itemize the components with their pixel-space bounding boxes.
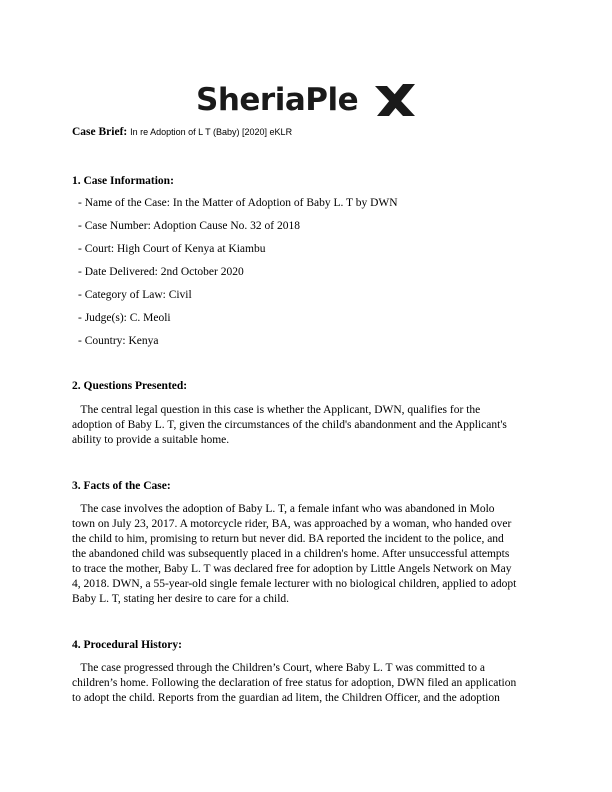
case-brief-label: Case Brief:: [72, 126, 128, 138]
case-brief-line: [72, 126, 292, 138]
sheriaplex-logo: [196, 78, 418, 122]
section-heading-questions-presented: 2. Questions Presented:: [72, 380, 188, 392]
logo-x-mark-icon: [373, 80, 417, 120]
section-heading-case-information: 1. Case Information:: [72, 175, 174, 187]
questions-paragraph: [72, 403, 542, 448]
case-info-country: - Country: Kenya: [78, 335, 159, 347]
paragraph-line: The central legal question in this case is whether the Applicant, DWN, qualifies for the: [72, 404, 481, 416]
logo-wordmark: SheriaPle: [196, 82, 359, 118]
section-heading-facts: 3. Facts of the Case:: [72, 480, 171, 492]
paragraph-line: adoption of Baby L. T, given the circumstances of the child's abandonment and the Applicant's: [72, 419, 507, 431]
paragraph-line: the child to him, promising to return but never did. BA reported the incident to the police, and: [72, 533, 504, 545]
paragraph-line: The case progressed through the Children’s Court, where Baby L. T was committed to a: [72, 662, 485, 674]
paragraph-line: to adopt the child. Reports from the guardian ad litem, the Children Officer, and the adoption: [72, 692, 500, 704]
paragraph-line: 4, 2018. DWN, a 55-year-old single female lecturer with no biological children, applied to adopt: [72, 578, 517, 590]
case-info-date: - Date Delivered: 2nd October 2020: [78, 266, 244, 278]
section-heading-procedural-history: 4. Procedural History:: [72, 639, 182, 651]
paragraph-line: children’s home. Following the declaration of free status for adoption, DWN filed an application: [72, 677, 517, 689]
case-info-court: - Court: High Court of Kenya at Kiambu: [78, 243, 266, 255]
case-info-category: - Category of Law: Civil: [78, 289, 192, 301]
paragraph-line: to trace the mother, Baby L. T was declared free for adoption by Little Angels Network on May: [72, 563, 512, 575]
case-brief-title: In re Adoption of L T (Baby) [2020] eKLR: [130, 127, 293, 137]
paragraph-line: town on July 23, 2017. A motorcycle rider, BA, was approached by a woman, who handed over: [72, 518, 512, 530]
paragraph-line: the abandoned child was subsequently placed in a children's home. After unsuccessful attempts: [72, 548, 510, 560]
paragraph-line: The case involves the adoption of Baby L. T, a female infant who was abandoned in Molo: [72, 503, 495, 515]
procedural-paragraph: [72, 661, 542, 706]
paragraph-line: Baby L. T, stating her desire to care for a child.: [72, 593, 290, 605]
case-info-name: - Name of the Case: In the Matter of Adoption of Baby L. T by DWN: [78, 197, 398, 209]
facts-paragraph: [72, 502, 542, 607]
case-info-number: - Case Number: Adoption Cause No. 32 of 2018: [78, 220, 300, 232]
case-info-judges: - Judge(s): C. Meoli: [78, 312, 171, 324]
paragraph-line: ability to provide a suitable home.: [72, 434, 230, 446]
